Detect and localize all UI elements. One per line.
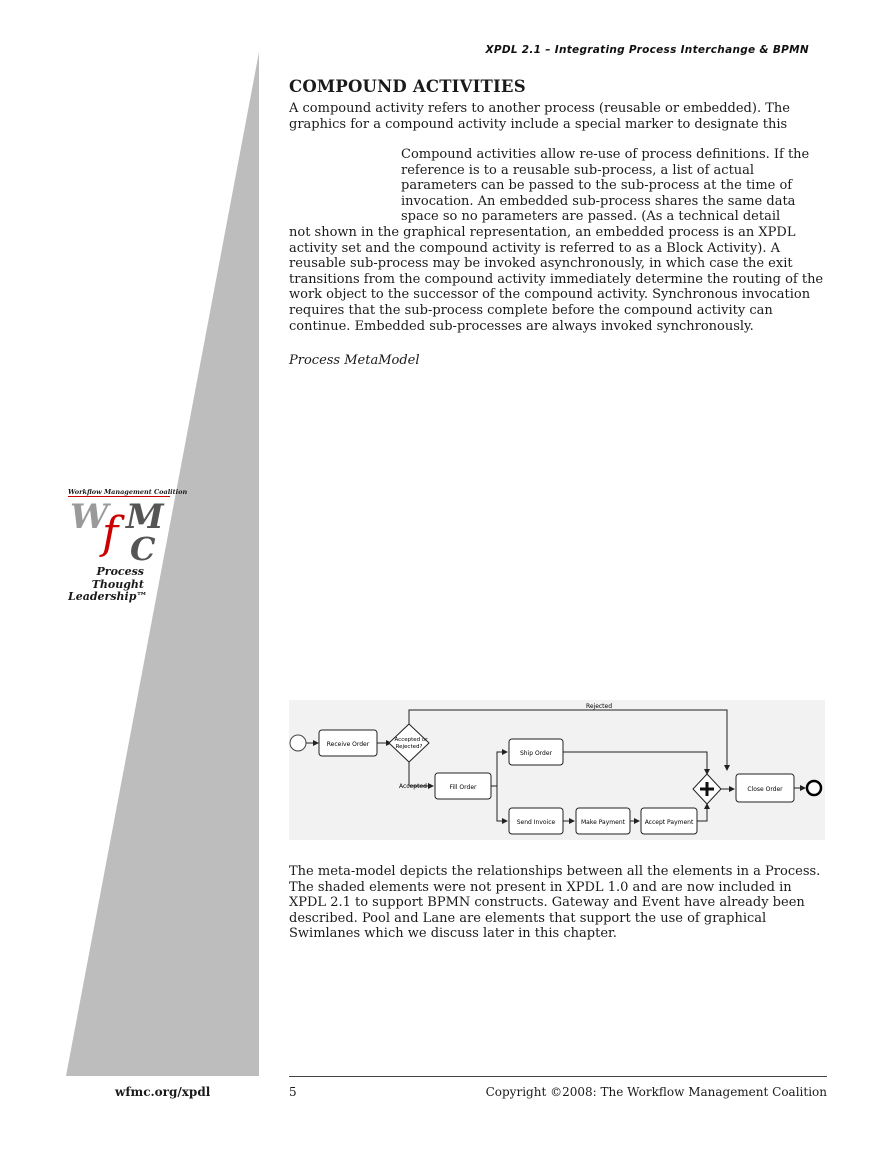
logo-letter-f: f (102, 508, 119, 559)
paragraph-compound (289, 147, 829, 334)
wfmc-logo-mark (68, 498, 172, 564)
footer-copyright: Copyright ©2008: The Workflow Management Coalition (485, 1085, 827, 1099)
running-header: XPDL 2.1 – Integrating Process Interchange & BPMN (485, 44, 809, 56)
logo-slogan-line: Thought (91, 577, 144, 591)
gateway-label-line: Accepted or (394, 737, 428, 743)
wfmc-logo (68, 488, 188, 612)
bpmn-order-process-diagram (289, 700, 825, 840)
paragraph-compound-rest: not shown in the graphical representation, an embedded process is an XPDL activity set and the compound activity is referred to as a Block Activity). A reusable sub-process may be invoked asynchronously, in which case the exit transitions from the compound activity immediately determine the routing of the work object to the successor of the compound activity. Synchronous invocation requires that the sub-process complete before the compound activity can continue. Embedded sub-processes are always invoked synchronously. (289, 224, 824, 334)
footer-divider (289, 1076, 827, 1077)
logo-slogan-line: Leadership™ (68, 590, 148, 603)
task-ship-order-label: Ship Order (519, 750, 553, 757)
task-accept-payment-label: Accept Payment (644, 819, 694, 826)
end-event-icon (807, 781, 821, 795)
logo-divider (68, 496, 170, 497)
figure-caption: Process MetaModel (289, 353, 420, 368)
logo-tagline: Workflow Management Coalition (68, 488, 188, 496)
page-number: 5 (289, 1085, 297, 1099)
task-fill-order-label: Fill Order (449, 784, 477, 791)
paragraph-compound-indented: Compound activities allow re-use of process definitions. If the reference is to a reusable sub-process, a list of actual parameters can be passed to the sub-process at the time of invocation. An embedded sub-process shares the same data space so no parameters are passed. (As a technical detail (401, 147, 810, 225)
footer-site-link[interactable]: wfmc.org/xpdl (115, 1085, 211, 1099)
logo-letter-w: W (70, 498, 109, 537)
logo-letter-m: M (126, 498, 164, 537)
rejected-label: Rejected (585, 703, 613, 710)
gateway-label-line: Rejected? (395, 744, 423, 750)
paragraph-intro: A compound activity refers to another process (reusable or embedded). The graphics for a compound activity include a special marker to designate this (289, 101, 790, 132)
logo-letter-c: C (130, 530, 156, 564)
accepted-label: Accepted (399, 783, 427, 790)
task-receive-order-label: Receive Order (326, 741, 370, 748)
logo-slogan-line: Process (96, 565, 144, 578)
task-close-order-label: Close Order (747, 786, 783, 793)
paragraph-metamodel: The meta-model depicts the relationships between all the elements in a Process. The shaded elements were not present in XPDL 1.0 and are now included in XPDL 2.1 to support BPMN constructs. Gateway and Event have already been described. Pool and Lane are elements that support the use of graphical Swimlanes which we discuss later in this chapter. (289, 864, 821, 942)
task-send-invoice-label: Send Invoice (516, 819, 556, 826)
section-title: COMPOUND ACTIVITIES (289, 77, 526, 96)
logo-slogan (68, 565, 148, 604)
start-event-icon (290, 735, 306, 751)
task-make-payment-label: Make Payment (581, 819, 625, 826)
